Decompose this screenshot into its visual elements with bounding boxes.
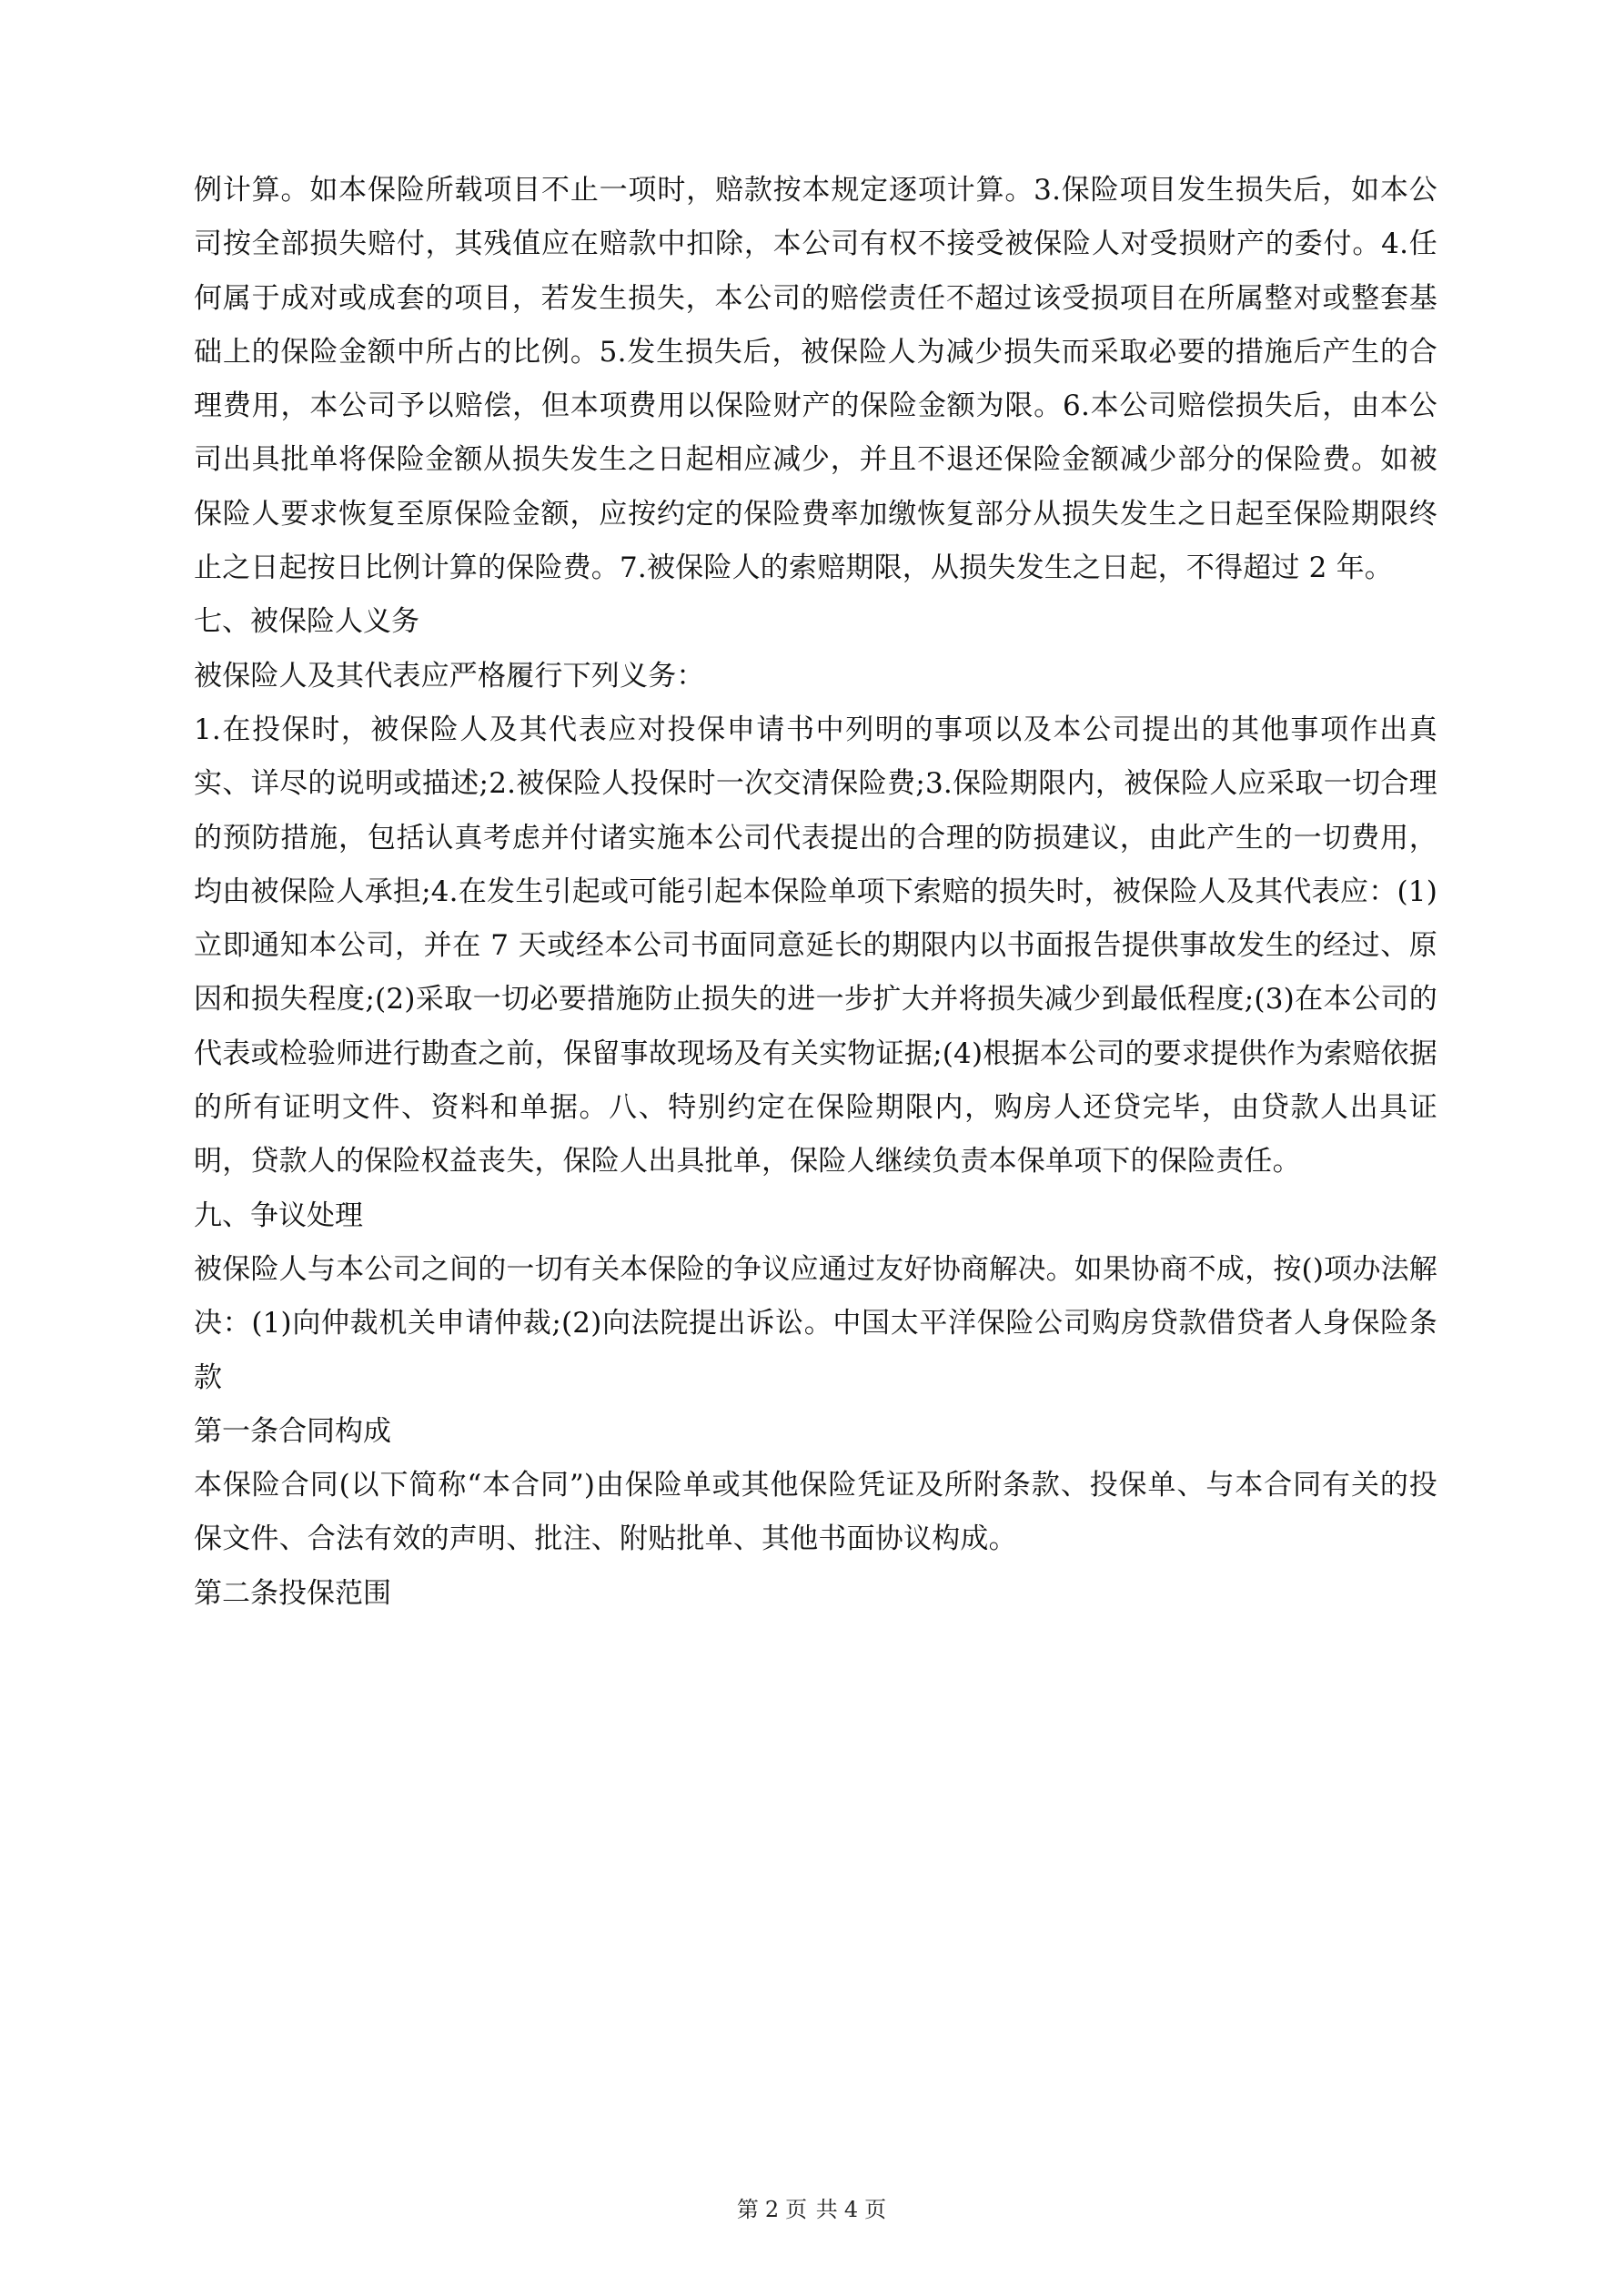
section-heading-contract-composition: 第一条合同构成 [194, 1414, 391, 1448]
paragraph-dispute-resolution: 被保险人与本公司之间的一切有关本保险的争议应通过友好协商解决。如果协商不成，按()项办法解决：(1)向仲裁机关申请仲裁;(2)向法院提出诉讼。中国太平洋保险公司购房贷款借贷者人身保险条款 [194, 1252, 1437, 1394]
paragraph-claims-rules: 例计算。如本保险所载项目不止一项时，赔款按本规定逐项计算。3.保险项目发生损失后，如本公司按全部损失赔付，其残值应在赔款中扣除，本公司有权不接受被保险人对受损财产的委付。4.任何属于成对或成套的项目，若发生损失，本公司的赔偿责任不超过该受损项目在所属整对或整套基础上的保险金额中所占的比例。5.发生损失后，被保险人为减少损失而采取必要的措施后产生的合理费用，本公司予以赔偿，但本项费用以保险财产的保险金额为限。6.本公司赔偿损失后，由本公司出具批单将保险金额从损失发生之日起相应减少，并且不退还保险金额减少部分的保险费。如被保险人要求恢复至原保险金额，应按约定的保险费率加缴恢复部分从损失发生之日起至保险期限终止之日起按日比例计算的保险费。7.被保险人的索赔期限，从损失发生之日起，不得超过 2 年。 [194, 174, 1437, 585]
section-heading-insured-obligations: 七、被保险人义务 [194, 605, 419, 639]
paragraph-obligations-intro: 被保险人及其代表应严格履行下列义务： [194, 659, 705, 693]
page-footer [0, 2196, 1624, 2223]
paragraph-obligations-list: 1.在投保时，被保险人及其代表应对投保申请书中列明的事项以及本公司提出的其他事项作出真实、详尽的说明或描述;2.被保险人投保时一次交清保险费;3.保险期限内，被保险人应采取一切合理的预防措施，包括认真考虑并付诸实施本公司代表提出的合理的防损建议，由此产生的一切费用，均由被保险人承担;4.在发生引起或可能引起本保险单项下索赔的损失时，被保险人及其代表应：(1)立即通知本公司，并在 7 天或经本公司书面同意延长的期限内以书面报告提供事故发生的经过、原因和损失程度;(2)采取一切必要措施防止损失的进一步扩大并将损失减少到最低程度;(3)在本公司的代表或检验师进行勘查之前，保留事故现场及有关实物证据;(4)根据本公司的要求提供作为索赔依据的所有证明文件、资料和单据。八、特别约定在保险期限内，购房人还贷完毕，由贷款人出具证明，贷款人的保险权益丧失，保险人出具批单，保险人继续负责本保单项下的保险责任。 [194, 713, 1437, 1178]
footer-current-page: 2 [764, 2197, 781, 2222]
footer-total-pages: 4 [843, 2197, 860, 2222]
document-body [194, 164, 1437, 1621]
footer-prefix: 第 [736, 2197, 760, 2222]
footer-middle: 页 共 [785, 2197, 839, 2222]
section-heading-coverage-scope: 第二条投保范围 [194, 1576, 391, 1610]
footer-suffix: 页 [864, 2197, 888, 2222]
paragraph-contract-composition: 本保险合同(以下简称“本合同”)由保险单或其他保险凭证及所附条款、投保单、与本合同有关的投保文件、合法有效的声明、批注、附贴批单、其他书面协议构成。 [194, 1469, 1437, 1556]
section-heading-dispute-resolution: 九、争议处理 [194, 1199, 363, 1232]
